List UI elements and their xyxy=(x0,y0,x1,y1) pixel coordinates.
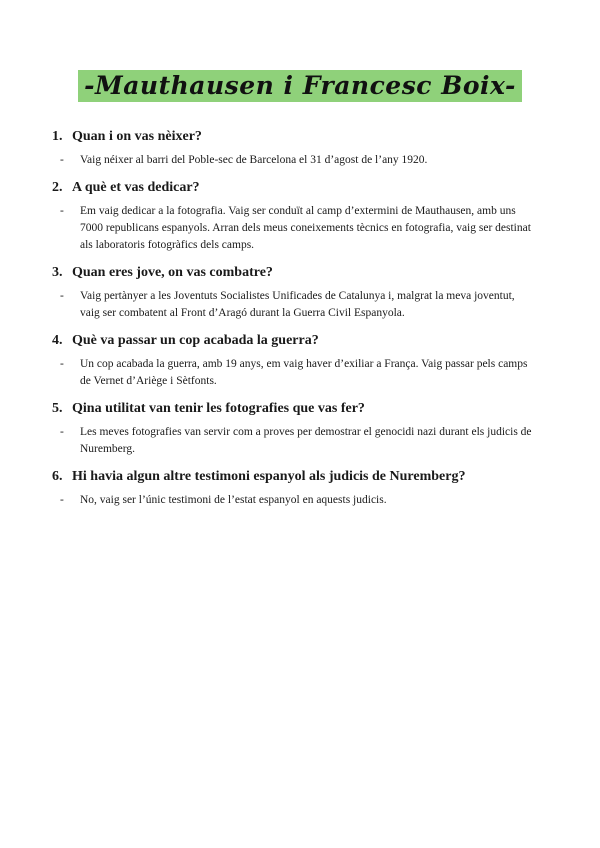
question-number: 5. xyxy=(52,401,63,416)
question-number: 1. xyxy=(52,129,63,144)
answer-text: Les meves fotografies van servir com a proves per demostrar el genocidi nazi durant els judicis de Nuremberg. xyxy=(80,426,532,455)
answer xyxy=(60,203,542,254)
qa-item-1 xyxy=(52,127,542,169)
answer-text: Vaig pertànyer a les Joventuts Socialistes Unificades de Catalunya i, malgrat la meva joventut, vaig ser combatent al Front d’Aragó durant la Guerra Civil Espanyola. xyxy=(80,290,515,319)
qa-item-2 xyxy=(52,178,542,254)
answer xyxy=(60,356,542,390)
question xyxy=(52,178,542,198)
question-text: Què va passar un cop acabada la guerra? xyxy=(72,333,319,348)
qa-item-6 xyxy=(52,467,542,509)
title-container xyxy=(0,70,600,102)
bullet-dash: - xyxy=(60,426,64,438)
question-number: 6. xyxy=(52,469,63,484)
question xyxy=(52,127,542,147)
answer xyxy=(60,288,542,322)
question-number: 3. xyxy=(52,265,63,280)
qa-item-3 xyxy=(52,263,542,322)
question-text: Quan i on vas nèixer? xyxy=(72,129,202,144)
answer-text: Un cop acabada la guerra, amb 19 anys, em vaig haver d’exiliar a França. Vaig passar pels camps de Vernet d’Ariège i Sètfonts. xyxy=(80,358,528,387)
question-text: Quan eres jove, on vas combatre? xyxy=(72,265,273,280)
qa-item-4 xyxy=(52,331,542,390)
bullet-dash: - xyxy=(60,290,64,302)
question-text: A què et vas dedicar? xyxy=(72,180,200,195)
answer-text: Vaig néixer al barri del Poble-sec de Barcelona el 31 d’agost de l’any 1920. xyxy=(80,154,428,166)
question xyxy=(52,467,542,487)
answer xyxy=(60,424,542,458)
question-text: Hi havia algun altre testimoni espanyol als judicis de Nuremberg? xyxy=(72,469,466,484)
answer-text: Em vaig dedicar a la fotografia. Vaig ser conduït al camp d’extermini de Mauthausen, amb uns 7000 republicans espanyols. Arran dels meus coneixements tècnics en fotografia, vaig ser destinat als laboratoris fotogràfics dels camps. xyxy=(80,205,531,251)
answer-text: No, vaig ser l’únic testimoni de l’estat espanyol en aquests judicis. xyxy=(80,494,387,506)
question-number: 4. xyxy=(52,333,63,348)
bullet-dash: - xyxy=(60,154,64,166)
question-number: 2. xyxy=(52,180,63,195)
answer xyxy=(60,152,542,169)
bullet-dash: - xyxy=(60,494,64,506)
question xyxy=(52,399,542,419)
bullet-dash: - xyxy=(60,358,64,370)
question xyxy=(52,263,542,283)
question-text: Qina utilitat van tenir les fotografies que vas fer? xyxy=(72,401,365,416)
answer xyxy=(60,492,542,509)
qa-item-5 xyxy=(52,399,542,458)
page-title: -Mauthausen i Francesc Boix- xyxy=(78,70,522,102)
qa-list xyxy=(52,127,542,518)
bullet-dash: - xyxy=(60,205,64,217)
question xyxy=(52,331,542,351)
